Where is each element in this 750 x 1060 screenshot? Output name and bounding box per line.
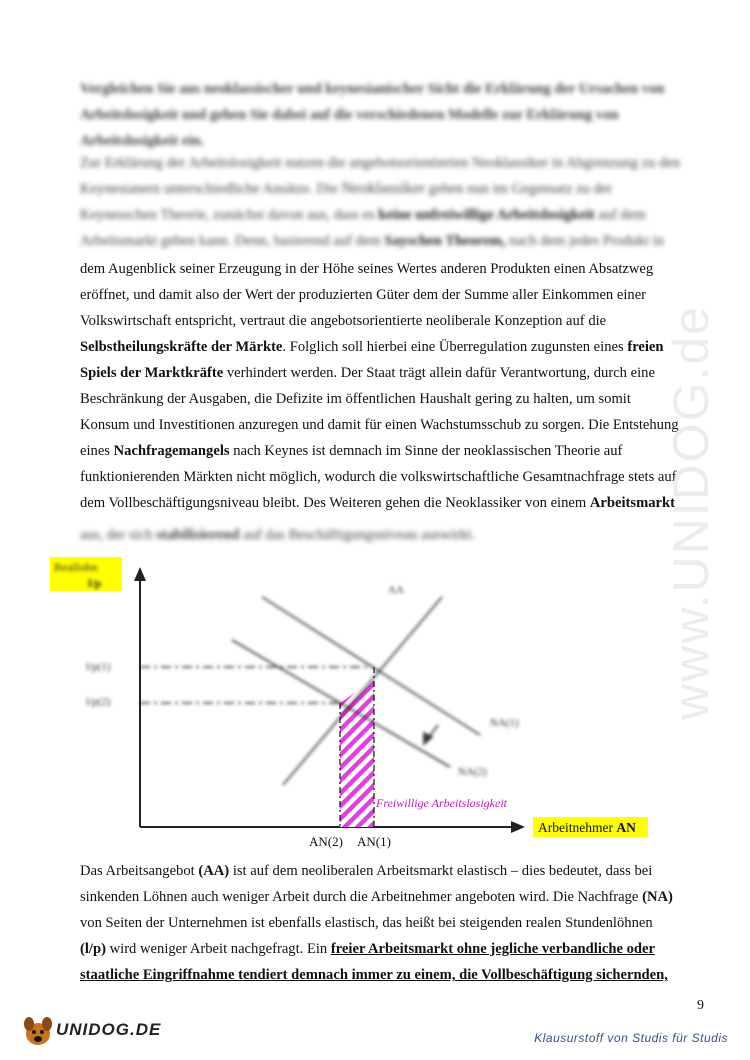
question-line-2: Arbeitslosigkeit und gehen Sie dabei auf die verschiedenen Modelle zur Erklärung von	[80, 107, 619, 123]
body1-line-6: Beschränkung der Ausgaben, die Defizite im öffentlichen Haushalt gering zu halten, um somit	[80, 391, 631, 407]
x-axis-label: Arbeitnehmer AN	[538, 820, 636, 835]
intro-line-3: Keynesschen Theorie, zunächst davon aus, dass es keine unfreiwillige Arbeitslosigkeit auf dem	[80, 207, 646, 223]
dog-icon	[20, 1012, 56, 1052]
body2-line-1: Das Arbeitsangebot (AA) ist auf dem neoliberalen Arbeitsmarkt elastisch – dies bedeutet, dass bei	[80, 863, 653, 879]
question-line-1: Vergleichen Sie aus neoklassischer und keynesianischer Sicht die Erklärung der Ursachen von	[80, 81, 665, 97]
body1-line-3: Volkswirtschaft entspricht, vertraut die angebotsorientierte neoliberale Konzeption auf die	[80, 313, 607, 329]
y-axis-label-1: Reallohn	[54, 560, 98, 574]
hatched-region	[340, 680, 374, 810]
x-axis-arrow	[511, 821, 525, 833]
body-paragraph-1	[80, 256, 705, 516]
body1-line-11-blurred: aus, der sich stabilisierend auf das Beschäftigungsniveau auswirkt.	[80, 527, 475, 543]
tick-lp1: l/p(1)	[86, 661, 111, 673]
body-paragraph-2	[80, 858, 705, 988]
label-na1: NA(1)	[490, 717, 519, 729]
body2-line-3: von Seiten der Unternehmen ist ebenfalls elastisch, das heißt bei steigenden realen Stundenlöhnen	[80, 915, 653, 931]
label-aa: AA	[388, 584, 404, 596]
y-axis-label-2: l/p	[88, 576, 102, 590]
intro-line-4: Arbeitsmarkt geben kann. Denn, basierend auf dem Sayschen Theorem, nach dem jedes Produkt in	[80, 233, 664, 249]
tick-an1: AN(1)	[357, 834, 391, 849]
hatched-gap	[340, 810, 374, 827]
intro-paragraph	[80, 150, 705, 254]
tick-an2: AN(2)	[309, 834, 343, 849]
body1-line-7: Konsum und Investitionen anzuregen und damit für einen Wachstumsschub zu sorgen. Die Entstehung	[80, 417, 679, 433]
question-line-3: Arbeitslosigkeit ein.	[80, 133, 205, 149]
question-heading	[80, 76, 705, 154]
label-na2: NA(2)	[458, 766, 487, 778]
watermark: www.UNIDOG.de	[663, 305, 719, 720]
intro-line-2: Keynesianern unterschiedliche Ansätze. Die Neoklassiker gehen nun im Gegensatz zu der	[80, 180, 613, 197]
y-axis-arrow	[134, 567, 146, 581]
body2-line-5: staatliche Eingriffnahme tendiert demnach immer zu einem, die Vollbeschäftigung sichernden,	[80, 967, 668, 983]
intro-line-1: Zur Erklärung der Arbeitslosigkeit nutzen die angebotsorientierten Neoklassiker in Abgrenzung zu den	[80, 155, 681, 171]
footer-tagline: Klausurstoff von Studis für Studis	[534, 1031, 728, 1045]
body1-line-4: Selbstheilungskräfte der Märkte. Folglich soll hierbei eine Überregulation zugunsten eines freien	[80, 339, 664, 355]
logo-text: UNIDOG.DE	[56, 1020, 162, 1039]
body1-line-9: funktionierenden Märkten nicht möglich, wodurch die volkswirtschaftliche Gesamtnachfrage stets auf	[80, 469, 677, 485]
annotation-voluntary-unemployment: Freiwillige Arbeitslosigkeit	[376, 796, 507, 810]
tick-lp2: l/p(2)	[86, 696, 111, 708]
labor-market-diagram	[0, 545, 750, 855]
unidog-logo	[20, 1012, 160, 1052]
body2-line-4: (l/p) wird weniger Arbeit nachgefragt. Ein freier Arbeitsmarkt ohne jegliche verbandliche oder	[80, 941, 655, 957]
body2-line-2: sinkenden Löhnen auch weniger Arbeit durch die Arbeitnehmer angeboten wird. Die Nachfrage (NA)	[80, 889, 673, 905]
page-number: 9	[697, 998, 704, 1013]
body1-line-5: Spiels der Marktkräfte verhindert werden. Der Staat trägt allein dafür Verantwortung, durch eine	[80, 365, 655, 381]
body1-line-2: eröffnet, und damit also der Wert der produzierten Güter dem der Summe aller Einkommen einer	[80, 287, 647, 303]
body1-line-1: dem Augenblick seiner Erzeugung in der Höhe seines Wertes anderen Produkten einen Absatzweg	[80, 261, 654, 277]
body1-line-8: eines Nachfragemangels nach Keynes ist demnach im Sinne der neoklassischen Theorie auf	[80, 443, 623, 459]
body1-line-10: dem Vollbeschäftigungsniveau bleibt. Des Weiteren gehen die Neoklassiker von einem Arbeitsmarkt	[80, 495, 676, 511]
